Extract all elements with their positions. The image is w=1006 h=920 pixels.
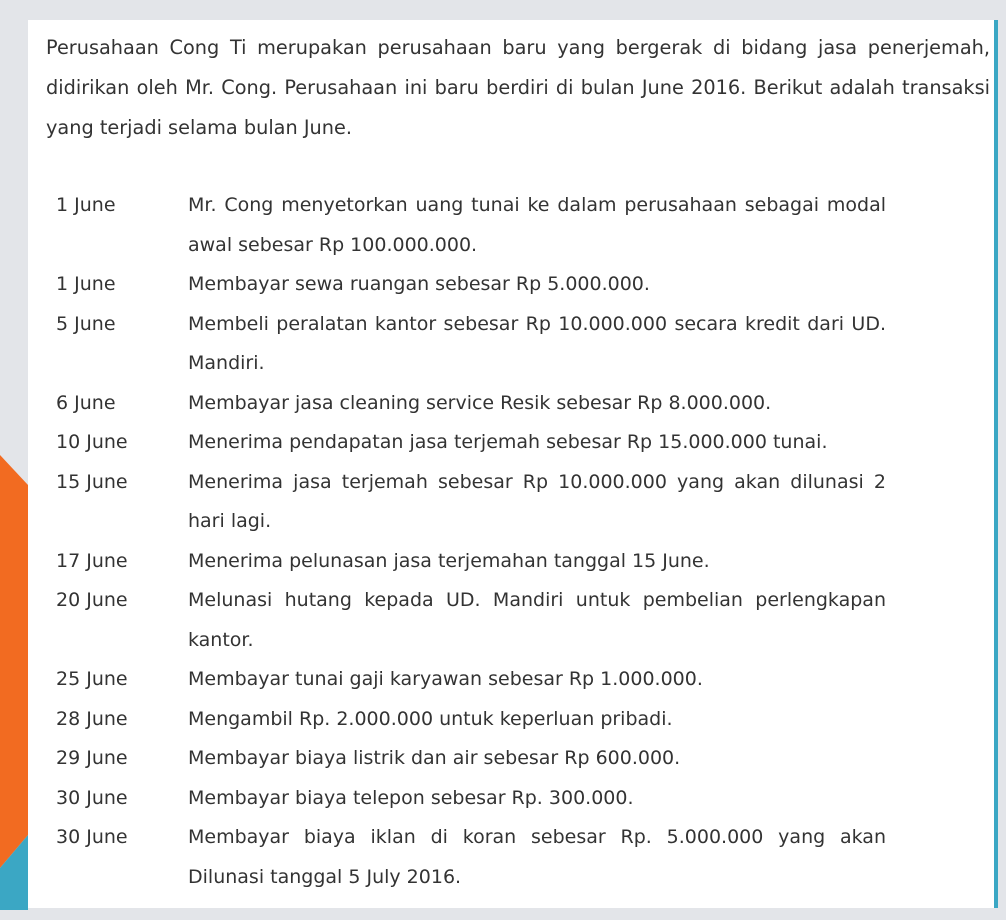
transaction-entry	[56, 265, 886, 305]
transaction-date: 30 June	[56, 786, 128, 809]
transaction-description: Membayar sewa ruangan sebesar Rp 5.000.000.	[188, 273, 650, 295]
transaction-date: 10 June	[56, 431, 128, 453]
transaction-date: 1 June	[56, 194, 116, 216]
transaction-entry	[56, 660, 886, 700]
transaction-date: 1 June	[56, 273, 116, 295]
orange-arrow-decoration	[0, 455, 28, 868]
transaction-description: Mr. Cong menyetorkan uang tunai ke dalam perusahaan sebagai modal awal sebesar Rp 100.000.000.	[188, 194, 886, 256]
transaction-date: 5 June	[56, 312, 116, 335]
transaction-description: Membayar biaya iklan di koran sebesar Rp. 5.000.000 yang akan Dilunasi tanggal 5 July 2016.	[188, 826, 886, 888]
transaction-entry	[56, 305, 886, 384]
transaction-description: Mengambil Rp. 2.000.000 untuk keperluan pribadi.	[188, 707, 673, 730]
transaction-entry	[56, 542, 886, 582]
transaction-description: Membayar biaya telepon sebesar Rp. 300.000.	[188, 786, 634, 809]
transaction-description: Membayar tunai gaji karyawan sebesar Rp 1.000.000.	[188, 668, 703, 690]
transaction-date: 29 June	[56, 747, 128, 769]
transaction-date: 17 June	[56, 549, 128, 572]
transaction-date: 25 June	[56, 668, 128, 690]
transaction-date: 28 June	[56, 707, 128, 730]
transaction-entry	[56, 463, 886, 542]
transaction-list	[56, 186, 886, 897]
transaction-description: Melunasi hutang kepada UD. Mandiri untuk pembelian perlengkapan kantor.	[188, 589, 886, 651]
transaction-entry	[56, 186, 886, 265]
transaction-description: Menerima pendapatan jasa terjemah sebesar Rp 15.000.000 tunai.	[188, 431, 828, 453]
right-border-line	[994, 20, 998, 908]
transaction-entry	[56, 739, 886, 779]
intro-paragraph: Perusahaan Cong Ti merupakan perusahaan baru yang bergerak di bidang jasa penerjemah, didirikan oleh Mr. Cong. Perusahaan ini baru berdiri di bulan June 2016. Berikut adalah transaksi yang terjadi selama bulan June.	[46, 36, 990, 139]
transaction-entry	[56, 423, 886, 463]
transaction-description: Membeli peralatan kantor sebesar Rp 10.000.000 secara kredit dari UD. Mandiri.	[188, 312, 886, 374]
transaction-entry	[56, 779, 886, 819]
transaction-date: 20 June	[56, 589, 128, 611]
transaction-description: Membayar jasa cleaning service Resik sebesar Rp 8.000.000.	[188, 391, 772, 414]
transaction-date: 15 June	[56, 470, 128, 493]
transaction-description: Menerima pelunasan jasa terjemahan tanggal 15 June.	[188, 549, 710, 572]
transaction-date: 6 June	[56, 391, 116, 414]
transaction-entry	[56, 818, 886, 897]
transaction-description: Membayar biaya listrik dan air sebesar Rp 600.000.	[188, 747, 681, 769]
transaction-entry	[56, 581, 886, 660]
transaction-entry	[56, 384, 886, 424]
transaction-date: 30 June	[56, 826, 128, 848]
transaction-description: Menerima jasa terjemah sebesar Rp 10.000.000 yang akan dilunasi 2 hari lagi.	[188, 470, 886, 532]
transaction-entry	[56, 700, 886, 740]
